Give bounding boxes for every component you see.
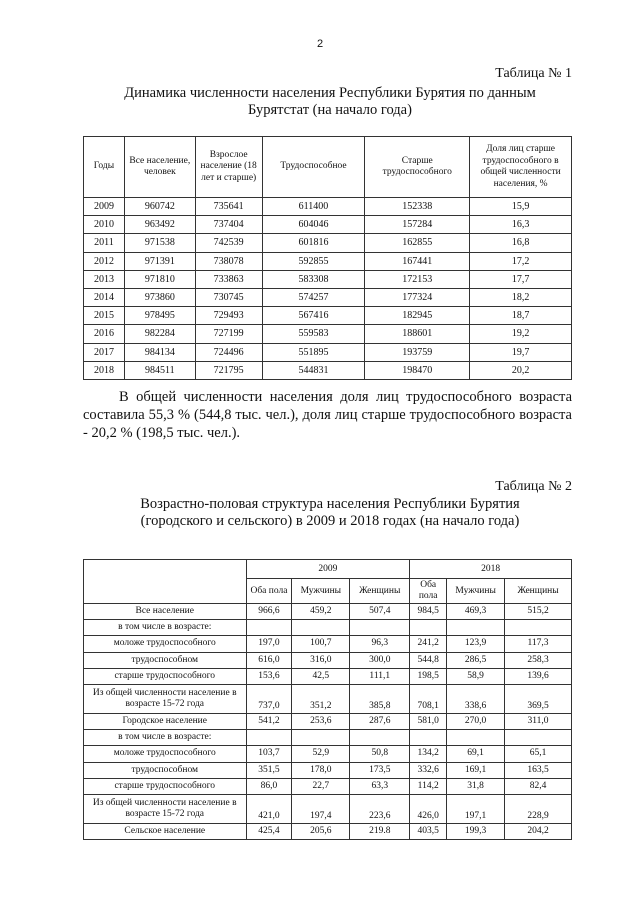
table1-label: Таблица № 1: [495, 66, 572, 81]
table-row: [84, 778, 572, 794]
table-cell: 52,9: [292, 746, 350, 762]
table-row: [84, 730, 572, 746]
table-cell: 19,7: [470, 343, 572, 361]
table-cell: 459,2: [292, 604, 350, 620]
year-header-2009: 2009: [246, 560, 410, 579]
table-row: [84, 325, 572, 343]
table-cell: 2017: [84, 343, 125, 361]
row-label: старше трудоспособного: [84, 778, 247, 794]
table-cell: 17,7: [470, 270, 572, 288]
table-cell: 2013: [84, 270, 125, 288]
table-cell: [410, 730, 447, 746]
table-cell: [246, 620, 292, 636]
table-cell: [350, 730, 410, 746]
table-cell: 114,2: [410, 778, 447, 794]
table-cell: 193759: [365, 343, 470, 361]
table2-label: Таблица № 2: [495, 479, 572, 494]
table1-title: Динамика численности населения Республики Бурятия по данным Бурятстат (на начало года): [124, 85, 536, 118]
table-row: [84, 746, 572, 762]
table-row: [84, 307, 572, 325]
table-cell: 971810: [124, 270, 195, 288]
table-cell: 163,5: [505, 762, 572, 778]
table-cell: 2010: [84, 216, 125, 234]
table-cell: 2016: [84, 325, 125, 343]
table-cell: 15,9: [470, 198, 572, 216]
table-cell: 567416: [262, 307, 365, 325]
table-cell: 403,5: [410, 823, 447, 839]
table-cell: 544,8: [410, 652, 447, 668]
table-cell: 82,4: [505, 778, 572, 794]
sub-header-men-2009: Мужчины: [292, 579, 350, 604]
table-cell: 69,1: [447, 746, 505, 762]
table-cell: 581,0: [410, 713, 447, 729]
table-cell: 178,0: [292, 762, 350, 778]
row-label: трудоспособном: [84, 762, 247, 778]
table-cell: 583308: [262, 270, 365, 288]
table-row: [84, 252, 572, 270]
table-row: [84, 270, 572, 288]
table1-header-row: [84, 137, 572, 198]
table-row: [84, 684, 572, 713]
table-cell: 984134: [124, 343, 195, 361]
row-label: Городское население: [84, 713, 247, 729]
table-cell: 169,1: [447, 762, 505, 778]
table-row: [84, 288, 572, 306]
table-row: [84, 762, 572, 778]
sub-header-both-2009: Оба пола: [246, 579, 292, 604]
table-cell: 737404: [195, 216, 262, 234]
table-cell: 157284: [365, 216, 470, 234]
table-cell: 162855: [365, 234, 470, 252]
table-row: [84, 234, 572, 252]
table-cell: 729493: [195, 307, 262, 325]
table-cell: 311,0: [505, 713, 572, 729]
table-cell: 42,5: [292, 668, 350, 684]
row-label: в том числе в возрасте:: [84, 620, 247, 636]
table-row: [84, 652, 572, 668]
table-cell: [447, 620, 505, 636]
table-cell: 507,4: [350, 604, 410, 620]
table-cell: 223,6: [350, 794, 410, 823]
table-cell: 173,5: [350, 762, 410, 778]
table-cell: 270,0: [447, 713, 505, 729]
table-cell: 100,7: [292, 636, 350, 652]
table-row: [84, 794, 572, 823]
table-cell: 544831: [262, 361, 365, 379]
table-cell: 18,2: [470, 288, 572, 306]
table-cell: 592855: [262, 252, 365, 270]
table-cell: [505, 730, 572, 746]
col-header-adult-population: Взрослое население (18 лет и старше): [195, 137, 262, 198]
table-cell: 197,1: [447, 794, 505, 823]
table-cell: 2018: [84, 361, 125, 379]
table-row: [84, 361, 572, 379]
table-cell: 65,1: [505, 746, 572, 762]
table-cell: 469,3: [447, 604, 505, 620]
table-cell: 978495: [124, 307, 195, 325]
table-row: [84, 216, 572, 234]
table-cell: 205,6: [292, 823, 350, 839]
table-row: [84, 620, 572, 636]
col-header-years: Годы: [84, 137, 125, 198]
table-row: [84, 604, 572, 620]
table-cell: 197,4: [292, 794, 350, 823]
table-cell: 742539: [195, 234, 262, 252]
table-cell: 172153: [365, 270, 470, 288]
table-cell: 611400: [262, 198, 365, 216]
table-cell: 17,2: [470, 252, 572, 270]
table-cell: 351,5: [246, 762, 292, 778]
table-row: [84, 823, 572, 839]
table-cell: 351,2: [292, 684, 350, 713]
col-header-working-age: Трудоспособное: [262, 137, 365, 198]
table-cell: 737,0: [246, 684, 292, 713]
col-header-share-over-working-age: Доля лиц старше трудоспособного в общей численности населения, %: [470, 137, 572, 198]
table-cell: 300,0: [350, 652, 410, 668]
table-cell: 973860: [124, 288, 195, 306]
table-cell: 123,9: [447, 636, 505, 652]
row-label: моложе трудоспособного: [84, 636, 247, 652]
table-cell: 559583: [262, 325, 365, 343]
table-cell: 963492: [124, 216, 195, 234]
table-row: [84, 636, 572, 652]
table-cell: 971538: [124, 234, 195, 252]
table-cell: 982284: [124, 325, 195, 343]
table-cell: 735641: [195, 198, 262, 216]
table-cell: 197,0: [246, 636, 292, 652]
table-cell: 966,6: [246, 604, 292, 620]
table-cell: 139,6: [505, 668, 572, 684]
col-header-total-population: Все население, человек: [124, 137, 195, 198]
row-label: моложе трудоспособного: [84, 746, 247, 762]
table-cell: 50,8: [350, 746, 410, 762]
table-cell: 724496: [195, 343, 262, 361]
table-cell: 167441: [365, 252, 470, 270]
table-cell: 19,2: [470, 325, 572, 343]
table-cell: 152338: [365, 198, 470, 216]
row-label: Сельское население: [84, 823, 247, 839]
table-cell: [350, 620, 410, 636]
table-cell: 721795: [195, 361, 262, 379]
table-cell: 63,3: [350, 778, 410, 794]
summary-text: В общей численности населения доля лиц трудоспособного возраста составила 55,3 % (544,8 тыс. чел.), доля лиц старше трудоспособного возраста - 20,2 % (198,5 тыс. чел.).: [83, 389, 572, 441]
table-cell: 733863: [195, 270, 262, 288]
page-number: 2: [316, 38, 324, 50]
table-cell: 258,3: [505, 652, 572, 668]
table-cell: 58,9: [447, 668, 505, 684]
table-cell: 960742: [124, 198, 195, 216]
row-label: Из общей численности население в возрасте 15-72 года: [84, 684, 247, 713]
table-cell: 188601: [365, 325, 470, 343]
table-cell: 971391: [124, 252, 195, 270]
table-cell: 708,1: [410, 684, 447, 713]
table-row: [84, 343, 572, 361]
table-row: [84, 668, 572, 684]
table-row: [84, 198, 572, 216]
table-cell: 22,7: [292, 778, 350, 794]
row-label: старше трудоспособного: [84, 668, 247, 684]
table-cell: 286,5: [447, 652, 505, 668]
table-cell: 2015: [84, 307, 125, 325]
table-cell: 287,6: [350, 713, 410, 729]
col-header-over-working-age: Старше трудоспособного: [365, 137, 470, 198]
table-cell: 601816: [262, 234, 365, 252]
table-cell: 16,8: [470, 234, 572, 252]
table-cell: 730745: [195, 288, 262, 306]
table-cell: 117,3: [505, 636, 572, 652]
table2-title: Возрастно-половая структура населения Республики Бурятия (городского и сельского) в 2009 и 2018 годах (на начало года): [140, 496, 520, 529]
table-cell: [505, 620, 572, 636]
table-cell: 385,8: [350, 684, 410, 713]
table2-year-header-row: [84, 560, 572, 579]
table-cell: 727199: [195, 325, 262, 343]
table-cell: 153,6: [246, 668, 292, 684]
table-cell: 177324: [365, 288, 470, 306]
row-label: трудоспособном: [84, 652, 247, 668]
table-cell: 738078: [195, 252, 262, 270]
table-cell: 228,9: [505, 794, 572, 823]
table-cell: 604046: [262, 216, 365, 234]
table-cell: 2014: [84, 288, 125, 306]
table-cell: 86,0: [246, 778, 292, 794]
row-label: Все население: [84, 604, 247, 620]
row-label: в том числе в возрасте:: [84, 730, 247, 746]
table-row: [84, 713, 572, 729]
table-cell: [292, 620, 350, 636]
table-cell: 984,5: [410, 604, 447, 620]
table-cell: 421,0: [246, 794, 292, 823]
table2-age-sex-structure: [83, 559, 572, 840]
table-cell: 103,7: [246, 746, 292, 762]
table-cell: 369,5: [505, 684, 572, 713]
table-cell: [246, 730, 292, 746]
table-cell: 241,2: [410, 636, 447, 652]
table-cell: 204,2: [505, 823, 572, 839]
table-cell: 316,0: [292, 652, 350, 668]
summary-paragraph: [83, 388, 572, 442]
table-cell: 253,6: [292, 713, 350, 729]
sub-header-men-2018: Мужчины: [447, 579, 505, 604]
sub-header-women-2018: Женщины: [505, 579, 572, 604]
table-cell: 2012: [84, 252, 125, 270]
table-cell: 515,2: [505, 604, 572, 620]
table-cell: 425,4: [246, 823, 292, 839]
table-cell: 18,7: [470, 307, 572, 325]
table-cell: 111,1: [350, 668, 410, 684]
table-cell: 20,2: [470, 361, 572, 379]
table-cell: 338,6: [447, 684, 505, 713]
table-cell: 984511: [124, 361, 195, 379]
table-cell: 2009: [84, 198, 125, 216]
table-cell: [410, 620, 447, 636]
table-cell: [292, 730, 350, 746]
table-cell: 332,6: [410, 762, 447, 778]
row-label-header: [84, 560, 247, 604]
table-cell: 182945: [365, 307, 470, 325]
table-cell: 426,0: [410, 794, 447, 823]
year-header-2018: 2018: [410, 560, 572, 579]
sub-header-both-2018: Оба пола: [410, 579, 447, 604]
table-cell: 219.8: [350, 823, 410, 839]
table-cell: 574257: [262, 288, 365, 306]
table-cell: 31,8: [447, 778, 505, 794]
table-cell: 198470: [365, 361, 470, 379]
table1-population-dynamics: [83, 136, 572, 380]
table-cell: 134,2: [410, 746, 447, 762]
table-cell: [447, 730, 505, 746]
table-cell: 616,0: [246, 652, 292, 668]
table-cell: 96,3: [350, 636, 410, 652]
sub-header-women-2009: Женщины: [350, 579, 410, 604]
table-cell: 16,3: [470, 216, 572, 234]
row-label: Из общей численности население в возрасте 15-72 года: [84, 794, 247, 823]
table-cell: 551895: [262, 343, 365, 361]
table-cell: 198,5: [410, 668, 447, 684]
table-cell: 199,3: [447, 823, 505, 839]
table-cell: 541,2: [246, 713, 292, 729]
table-cell: 2011: [84, 234, 125, 252]
